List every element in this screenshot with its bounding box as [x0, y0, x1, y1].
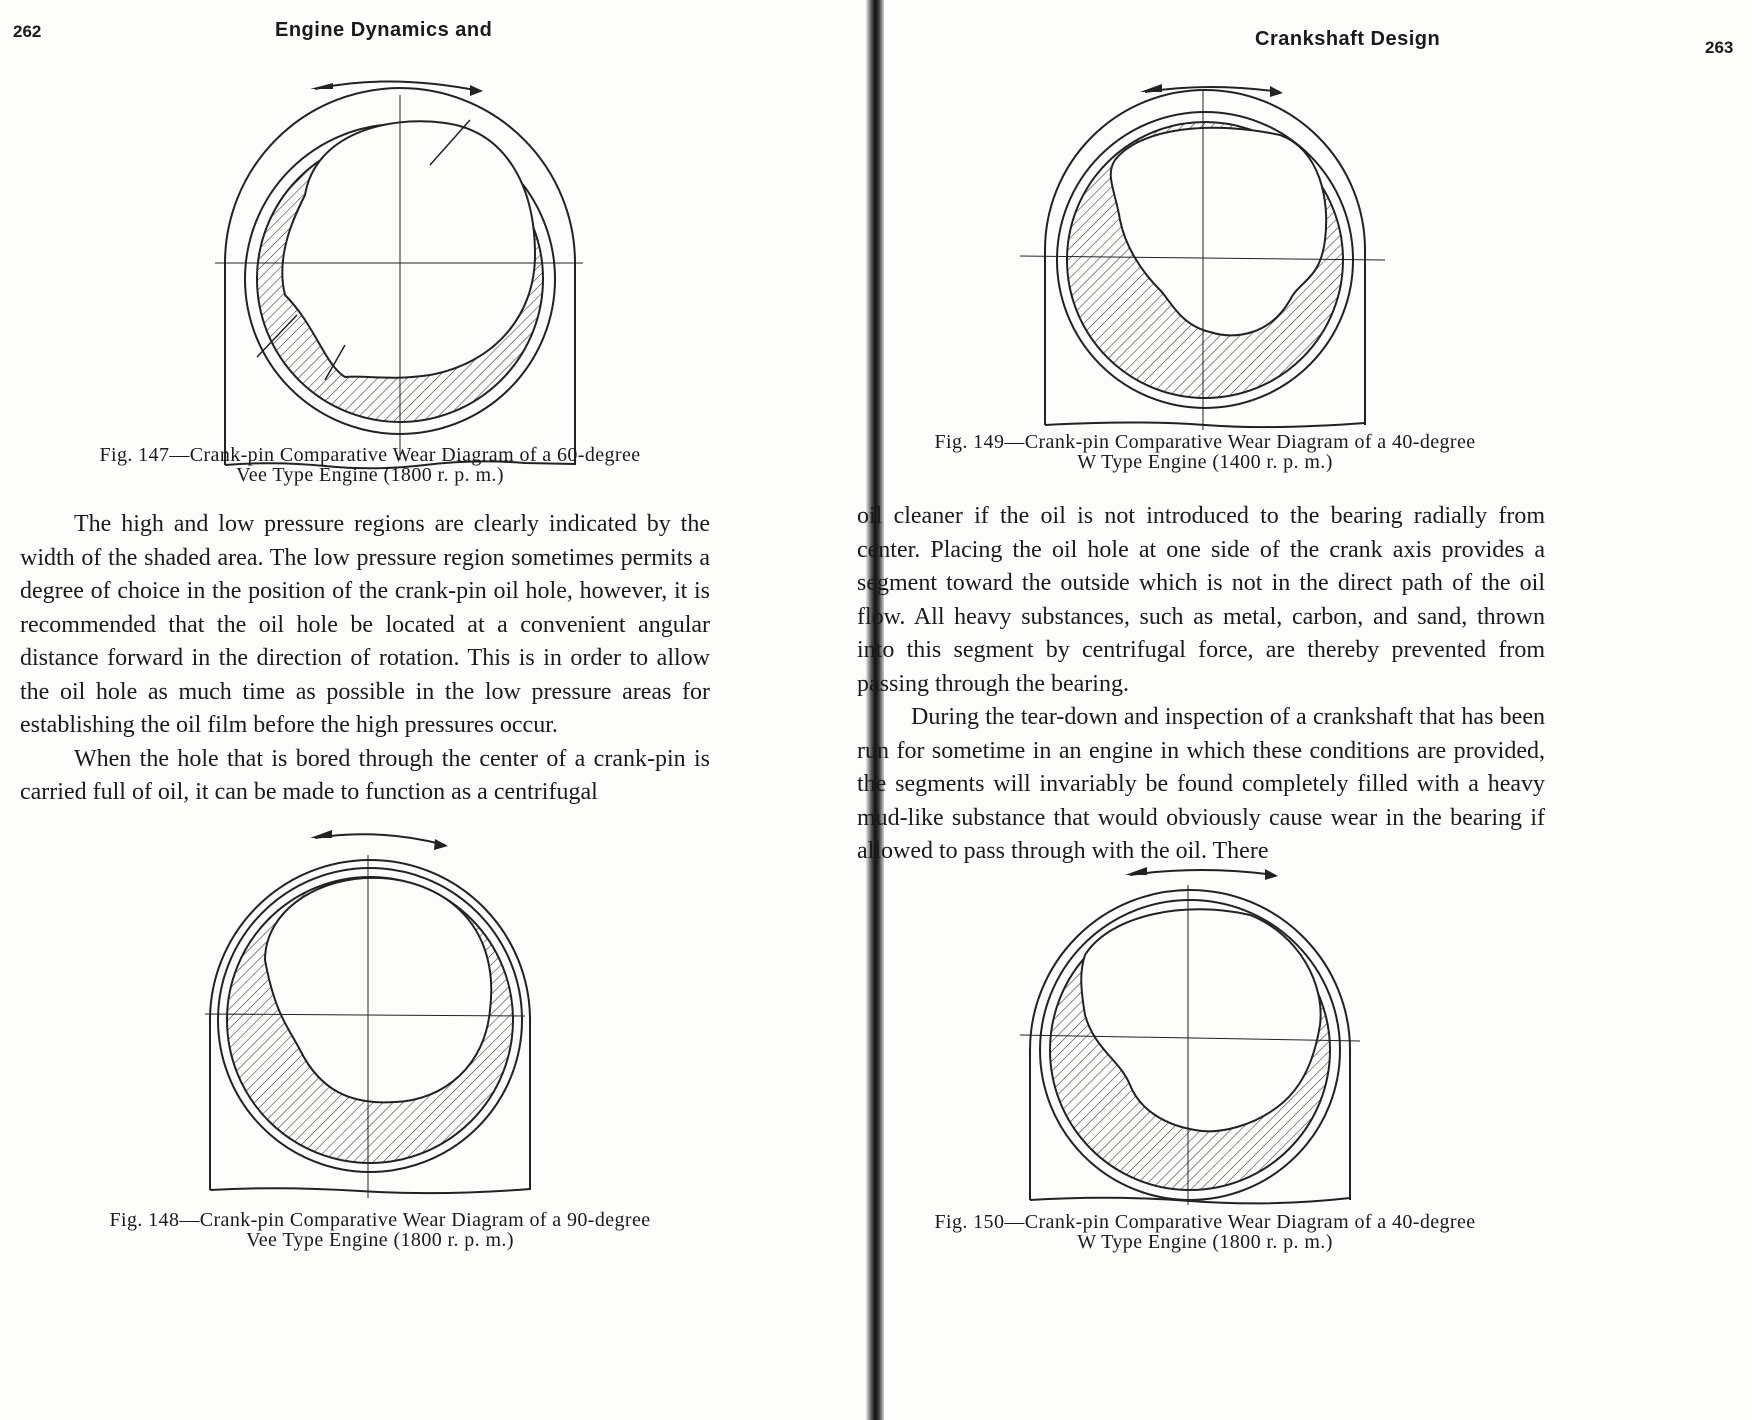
paragraph: The high and low pressure regions are clearly indicated by the width of the shaded area. The low pressure region sometimes permits a degree of choice in the position of the crank-pin oil hole, however, it is recommended that the oil hole be located at a convenient angular distance forward in the direction of rotation. This is in order to allow the oil hole as much time as possible in the low pressure areas for establishing the oil film before the high pressures occur. — [20, 511, 710, 738]
page-number: 262 — [13, 22, 42, 41]
running-head: Crankshaft Design — [1255, 28, 1441, 50]
paragraph: oil cleaner if the oil is not introduced to the bearing radially from center. Placing the oil hole at one side of the crank axis provides a segment toward the outside which is not in the direct path of the oil flow. All heavy substances, such as metal, carbon, and sand, thrown into this segment by centrifugal force, are thereby prevented from passing through the bearing. — [857, 503, 1545, 697]
figure-147-caption — [10, 445, 730, 485]
caption-line: Fig. 147—Crank-pin Comparative Wear Diagram of a 60-degree — [99, 444, 641, 466]
left-body-text — [20, 508, 710, 810]
caption-line: Fig. 149—Crank-pin Comparative Wear Diagram of a 40-degree — [934, 431, 1476, 453]
running-head: Engine Dynamics and — [275, 19, 493, 41]
caption-line: Fig. 150—Crank-pin Comparative Wear Diagram of a 40-degree — [934, 1211, 1476, 1233]
figure-147-diagram — [215, 75, 585, 475]
figure-150-caption — [865, 1212, 1545, 1252]
right-body-text — [857, 500, 1545, 869]
figure-148-caption — [20, 1210, 740, 1250]
paragraph: When the hole that is bored through the center of a crank-pin is carried full of oil, it can be made to function as a centrifugal — [20, 745, 710, 805]
paragraph: During the tear-down and inspection of a crankshaft that has been run for sometime in an engine in which these conditions are provided, the segments will invariably be found completely filled with a heavy mud-like substance that would obviously cause wear in the bearing if allowed to pass through with the oil. There — [857, 704, 1545, 864]
left-page — [0, 0, 870, 1420]
figure-150-diagram — [1020, 855, 1390, 1215]
page-number: 263 — [1705, 38, 1734, 57]
caption-line: Vee Type Engine (1800 r. p. m.) — [246, 1229, 514, 1251]
figure-149-caption — [885, 432, 1525, 472]
right-page — [857, 0, 1752, 1420]
caption-line: W Type Engine (1800 r. p. m.) — [1077, 1231, 1333, 1253]
caption-line: Fig. 148—Crank-pin Comparative Wear Diagram of a 90-degree — [109, 1209, 651, 1231]
figure-149-diagram — [1020, 70, 1390, 440]
caption-line: Vee Type Engine (1800 r. p. m.) — [236, 464, 504, 486]
figure-148-diagram — [200, 820, 570, 1200]
caption-line: W Type Engine (1400 r. p. m.) — [1077, 451, 1333, 473]
